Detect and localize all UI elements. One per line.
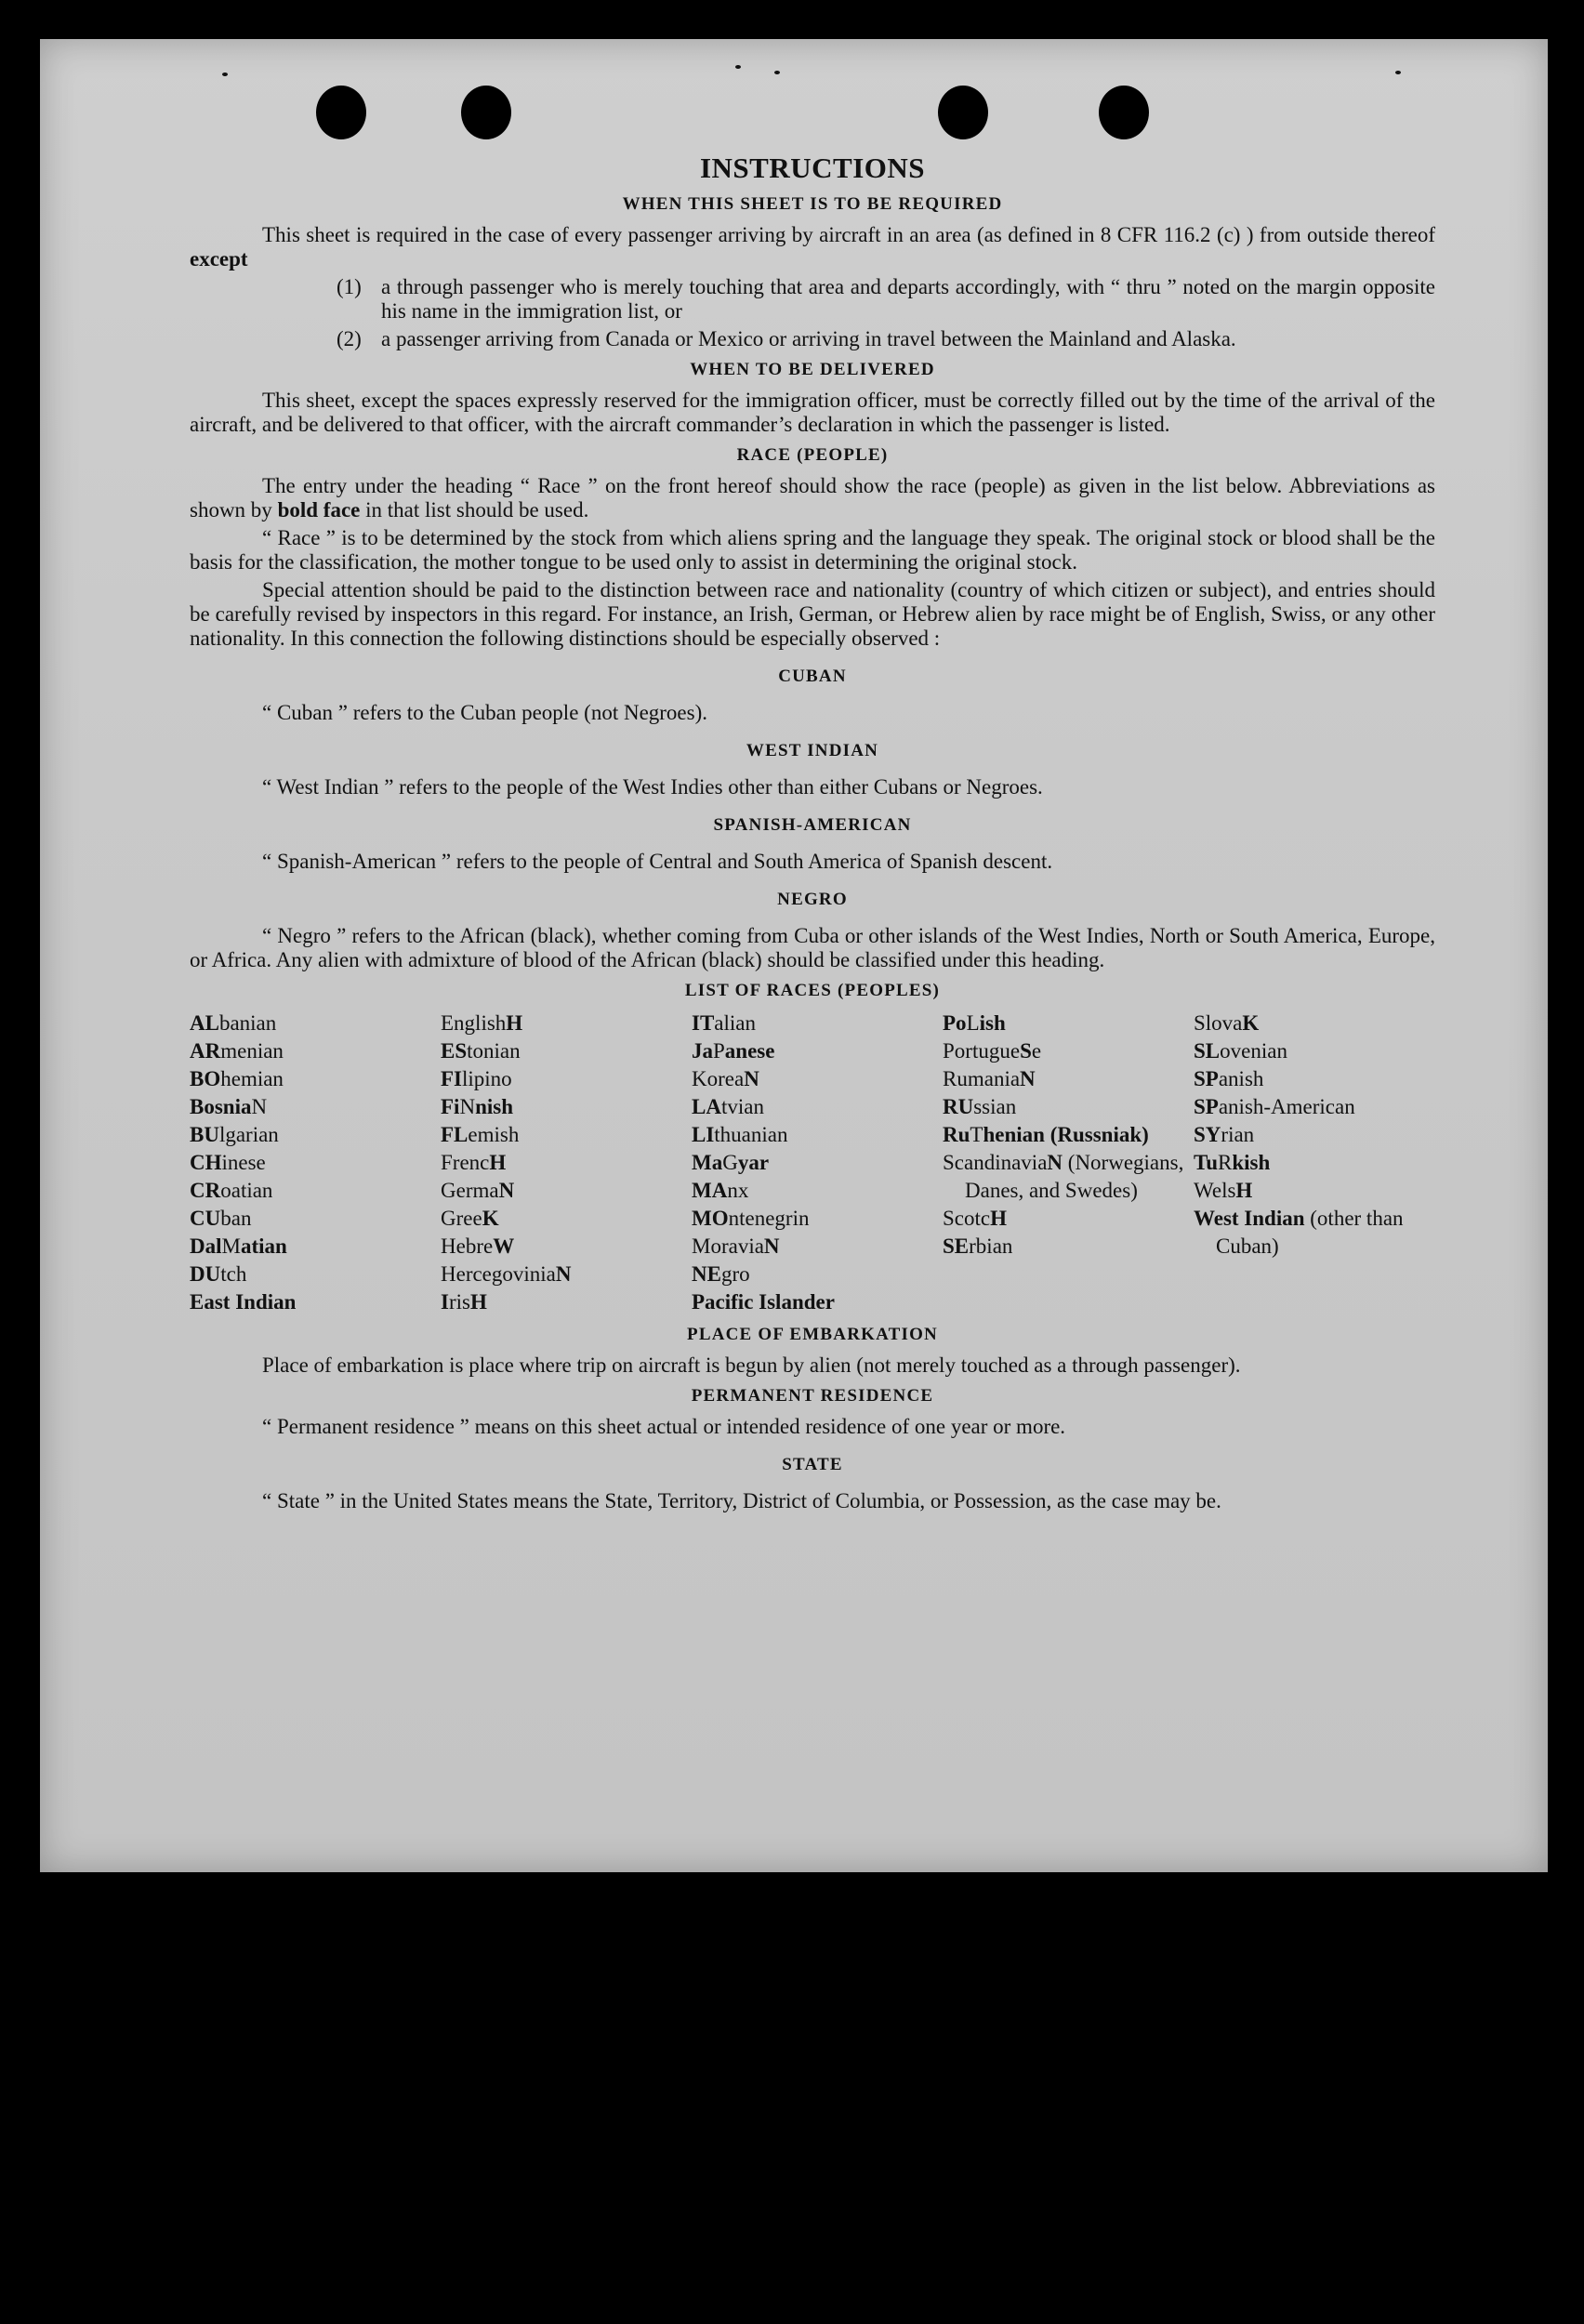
section-heading-cuban: CUBAN xyxy=(778,667,847,686)
instructions-body xyxy=(190,151,1435,1517)
race-entry: KoreaN xyxy=(692,1067,759,1090)
speck xyxy=(1395,71,1401,74)
punch-hole xyxy=(316,86,366,139)
punch-hole xyxy=(938,86,988,139)
race-entry: IrisH xyxy=(441,1290,487,1314)
race-p1-bold: bold face xyxy=(277,498,361,522)
race-entry: Pacific Islander xyxy=(692,1290,835,1314)
exception-number: (1) xyxy=(337,275,362,298)
race-entry: EStonian xyxy=(441,1039,521,1063)
race-entry: LIthuanian xyxy=(692,1123,788,1146)
negro-text: “ Negro ” refers to the African (black), whether coming from Cuba or other islands of the West Indies, North or South America, Europe, or Africa. Any alien with admixture of blood of the African (black) should be classified under this heading. xyxy=(190,924,1435,971)
race-entry: BosniaN xyxy=(190,1095,268,1118)
race-entry: FLemish xyxy=(441,1123,520,1146)
race-entry: GreeK xyxy=(441,1207,499,1230)
exception-item xyxy=(337,327,1435,351)
race-entry: ALbanian xyxy=(190,1011,277,1035)
residence-text: “ Permanent residence ” means on this sheet actual or intended residence of one year or more. xyxy=(262,1415,1066,1438)
section-heading-delivered: WHEN TO BE DELIVERED xyxy=(690,360,935,379)
race-p1-text: The entry under the heading “ Race ” on the front hereof should show the race (people) as given in the list below. Abbreviations as shown by xyxy=(190,474,1435,522)
races-column xyxy=(441,1010,692,1316)
race-entry: SPanish-American xyxy=(1194,1095,1355,1118)
race-entry: DUtch xyxy=(190,1262,247,1286)
race-entry: West Indian (other than Cuban) xyxy=(1194,1207,1404,1258)
race-entry: EnglishH xyxy=(441,1011,523,1035)
section-heading-negro: NEGRO xyxy=(777,890,848,909)
race-entry: East Indian xyxy=(190,1290,297,1314)
exception-item xyxy=(337,275,1435,324)
race-entry: PoLish xyxy=(943,1011,1006,1035)
race-entry: SPanish xyxy=(1194,1067,1264,1090)
race-entry: HebreW xyxy=(441,1235,515,1258)
document-sheet xyxy=(40,39,1548,1872)
race-entry: MOntenegrin xyxy=(692,1207,810,1230)
required-intro-text: This sheet is required in the case of every passenger arriving by aircraft in an area (as defined in 8 CFR 116.2 (c) ) from outside thereof xyxy=(262,223,1435,246)
race-entry: WelsH xyxy=(1194,1179,1253,1202)
race-entry: ScandinaviaN (Norwegians, Danes, and Swedes) xyxy=(943,1151,1184,1202)
race-entry: MAnx xyxy=(692,1179,749,1202)
races-column xyxy=(692,1010,943,1316)
race-entry: JaPanese xyxy=(692,1039,775,1063)
race-entry: TuRkish xyxy=(1194,1151,1271,1174)
race-entry: SYrian xyxy=(1194,1123,1255,1146)
race-entry: RuThenian (Russniak) xyxy=(943,1123,1149,1146)
section-heading-embarkation: PLACE OF EMBARKATION xyxy=(687,1325,938,1344)
race-entry: NEgro xyxy=(692,1262,750,1286)
race-entry: LAtvian xyxy=(692,1095,764,1118)
race-entry: MaGyar xyxy=(692,1151,770,1174)
race-paragraph-2: “ Race ” is to be determined by the stock from which aliens spring and the language they speak. The original stock or blood shall be the basis for the classification, the mother tongue to be used only to assist in determining the original stock. xyxy=(190,526,1435,574)
race-entry: PortugueSe xyxy=(943,1039,1042,1063)
speck xyxy=(735,65,741,69)
punch-hole xyxy=(1099,86,1149,139)
race-entry: SlovaK xyxy=(1194,1011,1260,1035)
exception-number: (2) xyxy=(337,327,362,350)
exception-text: a passenger arriving from Canada or Mexico or arriving in travel between the Mainland and Alaska. xyxy=(381,327,1236,350)
delivered-text: This sheet, except the spaces expressly reserved for the immigration officer, must be correctly filled out by the time of the arrival of the aircraft, and be delivered to that officer, with the aircraft commander’s declaration in which the passenger is listed. xyxy=(190,389,1435,436)
race-entry: FrencH xyxy=(441,1151,507,1174)
race-entry: BUlgarian xyxy=(190,1123,279,1146)
section-heading-required: WHEN THIS SHEET IS TO BE REQUIRED xyxy=(622,194,1003,214)
race-entry: SErbian xyxy=(943,1235,1013,1258)
race-entry: CUban xyxy=(190,1207,252,1230)
race-entry: RumaniaN xyxy=(943,1067,1036,1090)
speck xyxy=(774,71,780,74)
section-heading-west-indian: WEST INDIAN xyxy=(746,741,879,760)
section-heading-spanish-american: SPANISH-AMERICAN xyxy=(713,815,912,835)
race-entry: FiNnish xyxy=(441,1095,514,1118)
west-indian-text: “ West Indian ” refers to the people of the West Indies other than either Cubans or Negroes. xyxy=(262,775,1043,799)
races-column xyxy=(190,1010,441,1316)
race-entry: BOhemian xyxy=(190,1067,284,1090)
punch-hole xyxy=(461,86,511,139)
section-heading-races: LIST OF RACES (PEOPLES) xyxy=(684,981,941,1000)
race-paragraph-3: Special attention should be paid to the distinction between race and nationality (country of which citizen or subject), and entries should be carefully revised by inspectors in this regard. For instance, an Irish, German, or Hebrew alien by race might be of English, Swiss, or any other nationality. In this connection the following distinctions should be especially observed : xyxy=(190,578,1435,650)
race-entry: HercegoviniaN xyxy=(441,1262,572,1286)
page-title: INSTRUCTIONS xyxy=(699,152,925,184)
race-entry: GermaN xyxy=(441,1179,515,1202)
race-entry: SLovenian xyxy=(1194,1039,1287,1063)
race-paragraph-1 xyxy=(190,474,1435,522)
race-entry: FIlipino xyxy=(441,1067,512,1090)
cuban-text: “ Cuban ” refers to the Cuban people (not Negroes). xyxy=(262,701,708,724)
race-entry: ARmenian xyxy=(190,1039,284,1063)
required-intro xyxy=(190,223,1435,271)
section-heading-race: RACE (PEOPLE) xyxy=(736,445,889,465)
state-text: “ State ” in the United States means the State, Territory, District of Columbia, or Possession, as the case may be. xyxy=(262,1489,1221,1512)
race-entry: ScotcH xyxy=(943,1207,1007,1230)
speck xyxy=(222,73,228,76)
races-column xyxy=(943,1010,1194,1316)
race-entry: CHinese xyxy=(190,1151,266,1174)
section-heading-state: STATE xyxy=(782,1455,843,1474)
section-heading-residence: PERMANENT RESIDENCE xyxy=(691,1386,934,1406)
exception-text: a through passenger who is merely touching that area and departs accordingly, with “ thru ” noted on the margin opposite his name in the immigration list, or xyxy=(381,275,1435,323)
required-intro-except: except xyxy=(190,247,248,271)
race-entry: MoraviaN xyxy=(692,1235,780,1258)
race-entry: RUssian xyxy=(943,1095,1017,1118)
race-p1-end: in that list should be used. xyxy=(360,498,589,522)
races-column xyxy=(1194,1010,1435,1316)
embarkation-text: Place of embarkation is place where trip on aircraft is begun by alien (not merely touched as a through passenger). xyxy=(262,1353,1241,1377)
spanish-american-text: “ Spanish-American ” refers to the people of Central and South America of Spanish descent. xyxy=(262,850,1053,873)
race-entry: DalMatian xyxy=(190,1235,287,1258)
races-list xyxy=(190,1010,1435,1316)
race-entry: CRoatian xyxy=(190,1179,273,1202)
race-entry: ITalian xyxy=(692,1011,756,1035)
